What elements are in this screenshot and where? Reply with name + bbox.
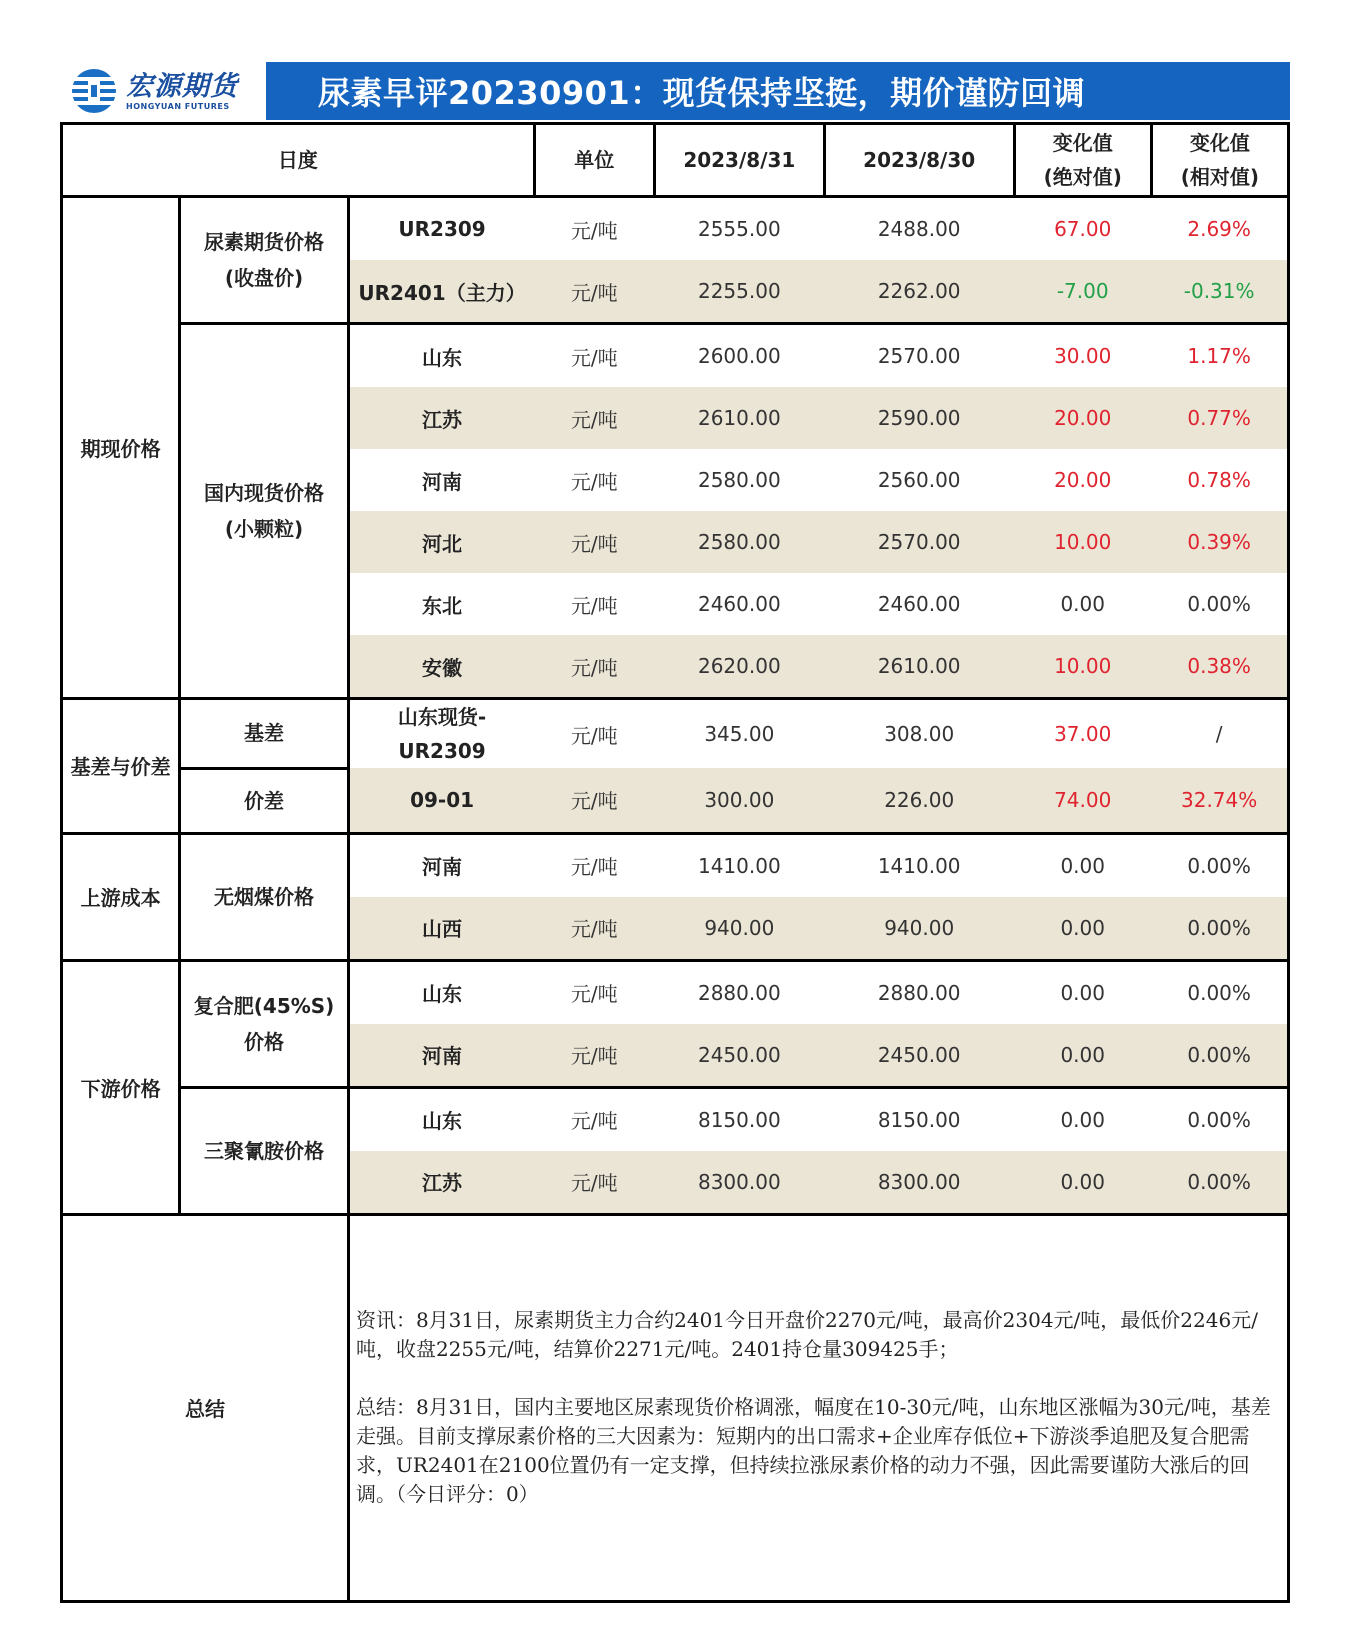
subcategory-spot-line2: (小颗粒): [224, 517, 304, 541]
row-change-rel: 0.00%: [1187, 980, 1251, 1005]
row-change-rel: 32.74%: [1151, 768, 1288, 833]
subcategory-compound-fert: [180, 960, 349, 1087]
row-change-abs: 10.00: [1014, 635, 1151, 699]
subcategory-futures-line2: (收盘价): [224, 266, 304, 290]
logo-name-en: HONGYUAN FUTURES: [126, 101, 230, 111]
table-row: [62, 699, 1289, 769]
row-change-abs: 0.00: [1014, 897, 1151, 961]
row-change-abs: 0.00: [1060, 853, 1105, 878]
subcategory-melamine: 三聚氰胺价格: [180, 1087, 349, 1214]
row-unit: 元/吨: [570, 855, 618, 879]
row-unit: 元/吨: [570, 1109, 618, 1133]
row-value-previous: 2450.00: [824, 1024, 1014, 1088]
logo-name-cn: 宏源期货: [126, 70, 238, 102]
row-change-rel: 0.00%: [1151, 897, 1288, 961]
row-value-previous: 8300.00: [824, 1151, 1014, 1215]
row-value-previous: 940.00: [824, 897, 1014, 961]
row-value-previous: 2460.00: [877, 592, 961, 616]
row-value-previous: 2610.00: [824, 635, 1014, 699]
row-value-previous: 1410.00: [877, 853, 961, 878]
row-value-previous: 2880.00: [877, 980, 961, 1005]
row-name: 河北: [348, 511, 534, 573]
row-unit: 元/吨: [534, 1024, 654, 1088]
row-value-current: 2460.00: [697, 592, 781, 616]
row-value-current: 1410.00: [697, 853, 781, 878]
subcategory-futures-price: [180, 197, 349, 324]
row-name: 河南: [422, 469, 463, 494]
row-value-current: 8300.00: [654, 1151, 824, 1215]
row-unit: 元/吨: [570, 723, 618, 748]
row-unit: 元/吨: [534, 511, 654, 573]
row-change-abs: 10.00: [1014, 511, 1151, 573]
row-change-abs: 0.00: [1014, 1024, 1151, 1088]
row-change-abs: -7.00: [1014, 260, 1151, 324]
summary-news: 资讯：8月31日，尿素期货主力合约2401今日开盘价2270元/吨，最高价2304元/吨，最低价2246元/吨，收盘2255元/吨，结算价2271元/吨。2401持仓量309425手；: [355, 1308, 1258, 1361]
row-name: 河南: [422, 855, 463, 879]
header-rel-line1: 变化值: [1189, 131, 1250, 155]
summary-conclusion: 总结：8月31日，国内主要地区尿素现货价格调涨，幅度在10-30元/吨，山东地区涨幅为30元/吨，基差走强。目前支撑尿素价格的三大因素为：短期内的出口需求+企业库存低位+下游淡季追肥及复合肥需求，UR2401在2100位置仍有一定支撑，但持续拉涨尿素价格的动力不强，因此需要谨防大涨后的回调。（今日评分：0）: [355, 1395, 1271, 1506]
row-unit: 元/吨: [570, 593, 618, 618]
row-value-current: 2580.00: [654, 511, 824, 573]
summary-label: 总结: [62, 1214, 349, 1601]
row-name-line: 山东现货-: [397, 705, 487, 729]
row-value-current: 2450.00: [654, 1024, 824, 1088]
row-value-previous: 2570.00: [877, 344, 961, 368]
subcategory-spread: 价差: [180, 768, 349, 833]
row-name: 09-01: [348, 768, 534, 833]
row-change-abs: 67.00: [1054, 217, 1112, 241]
row-value-current: 2610.00: [654, 387, 824, 449]
table-row: [62, 768, 1289, 833]
company-logo: [60, 62, 268, 120]
row-change-abs: 0.00: [1060, 1107, 1105, 1132]
summary-row: [62, 1214, 1289, 1601]
row-change-rel: 0.39%: [1151, 511, 1288, 573]
price-table: [60, 122, 1290, 1603]
row-value-current: 300.00: [654, 768, 824, 833]
category-futures-spot: 期现价格: [62, 197, 180, 699]
row-name: [348, 699, 534, 769]
row-value-current: 8150.00: [697, 1107, 781, 1132]
row-change-rel: 0.00%: [1187, 592, 1251, 616]
row-change-abs: 0.00: [1060, 592, 1105, 616]
row-change-abs: 30.00: [1054, 344, 1112, 368]
row-unit: 元/吨: [534, 897, 654, 961]
row-name: 山东: [422, 345, 463, 370]
row-change-rel: 0.00%: [1187, 853, 1251, 878]
header-rel-line2: (相对值): [1180, 165, 1260, 189]
row-value-current: 2555.00: [697, 217, 781, 241]
category-basis-spread: 基差与价差: [62, 699, 180, 834]
row-name: 山东: [422, 982, 463, 1006]
row-name: 山西: [348, 897, 534, 961]
subcategory-futures-line1: 尿素期货价格: [204, 230, 325, 254]
row-change-rel: 2.69%: [1187, 217, 1251, 241]
row-value-previous: 2262.00: [824, 260, 1014, 324]
row-name: 江苏: [348, 1151, 534, 1215]
row-name-line: UR2309: [398, 739, 486, 763]
row-value-previous: 308.00: [884, 722, 955, 746]
table-row: [62, 1087, 1289, 1151]
row-value-previous: 2570.00: [824, 511, 1014, 573]
subcategory-compound-line1: 复合肥(45%S): [193, 993, 335, 1018]
header-date2: 2023/8/30: [824, 124, 1014, 197]
row-name: 东北: [422, 593, 463, 618]
header-unit: 单位: [534, 124, 654, 197]
row-name: 山东: [422, 1109, 463, 1133]
row-value-previous: 2488.00: [877, 217, 961, 241]
table-header: [62, 124, 1289, 197]
table-row: [62, 324, 1289, 388]
row-name: 安徽: [348, 635, 534, 699]
row-change-abs: 37.00: [1054, 722, 1112, 746]
subcategory-compound-line2: 价格: [244, 1029, 285, 1054]
header-rel-change: [1151, 124, 1288, 197]
row-change-abs: 0.00: [1014, 1151, 1151, 1215]
row-change-abs: 0.00: [1060, 980, 1105, 1005]
row-change-rel: -0.31%: [1151, 260, 1288, 324]
row-name: 河南: [348, 1024, 534, 1088]
row-unit: 元/吨: [534, 387, 654, 449]
row-value-previous: 2560.00: [877, 468, 961, 492]
header-dimension: 日度: [62, 124, 535, 197]
row-unit: 元/吨: [570, 218, 618, 243]
row-change-abs: 20.00: [1014, 387, 1151, 449]
row-value-current: 940.00: [654, 897, 824, 961]
summary-body: [348, 1214, 1288, 1601]
row-change-rel: 0.78%: [1187, 468, 1251, 492]
category-upstream: 上游成本: [62, 833, 180, 960]
row-value-previous: 2590.00: [824, 387, 1014, 449]
row-change-rel: 0.00%: [1151, 1024, 1288, 1088]
row-value-current: 2600.00: [697, 344, 781, 368]
row-change-rel: 0.38%: [1151, 635, 1288, 699]
table-row: [62, 197, 1289, 261]
row-change-rel: 1.17%: [1187, 344, 1251, 368]
row-change-rel: /: [1215, 722, 1223, 746]
row-change-abs: 74.00: [1014, 768, 1151, 833]
header-abs-change: [1014, 124, 1151, 197]
row-unit: 元/吨: [534, 1151, 654, 1215]
table-row: [62, 833, 1289, 897]
row-change-rel: 0.00%: [1151, 1151, 1288, 1215]
row-unit: 元/吨: [534, 635, 654, 699]
row-unit: 元/吨: [570, 345, 618, 370]
subcategory-anthracite: 无烟煤价格: [180, 833, 349, 960]
row-change-rel: 0.00%: [1187, 1107, 1251, 1132]
header-abs-line2: (绝对值): [1043, 165, 1122, 189]
header-abs-line1: 变化值: [1052, 131, 1113, 155]
row-name: 江苏: [348, 387, 534, 449]
row-change-abs: 20.00: [1054, 468, 1112, 492]
row-unit: 元/吨: [534, 260, 654, 324]
subcategory-spot-line1: 国内现货价格: [204, 481, 325, 505]
row-unit: 元/吨: [570, 469, 618, 494]
subcategory-spot-price: [180, 324, 349, 699]
title-bar: [60, 62, 1290, 120]
row-name: UR2401（主力）: [348, 260, 534, 324]
report-title: 尿素早评20230901：现货保持坚挺，期价谨防回调: [318, 74, 1086, 112]
row-unit: 元/吨: [570, 982, 618, 1006]
category-downstream: 下游价格: [62, 960, 180, 1214]
row-unit: 元/吨: [534, 768, 654, 833]
row-value-previous: 8150.00: [877, 1107, 961, 1132]
header-date1: 2023/8/31: [654, 124, 824, 197]
logo-globe-icon: [66, 66, 122, 116]
row-value-current: 2880.00: [697, 980, 781, 1005]
subcategory-basis: 基差: [180, 699, 349, 769]
row-name: UR2309: [398, 217, 486, 241]
row-value-current: 2255.00: [654, 260, 824, 324]
row-value-current: 345.00: [704, 722, 775, 746]
row-change-rel: 0.77%: [1151, 387, 1288, 449]
row-value-current: 2580.00: [697, 468, 781, 492]
row-value-current: 2620.00: [654, 635, 824, 699]
row-value-previous: 226.00: [824, 768, 1014, 833]
table-row: [62, 960, 1289, 1024]
